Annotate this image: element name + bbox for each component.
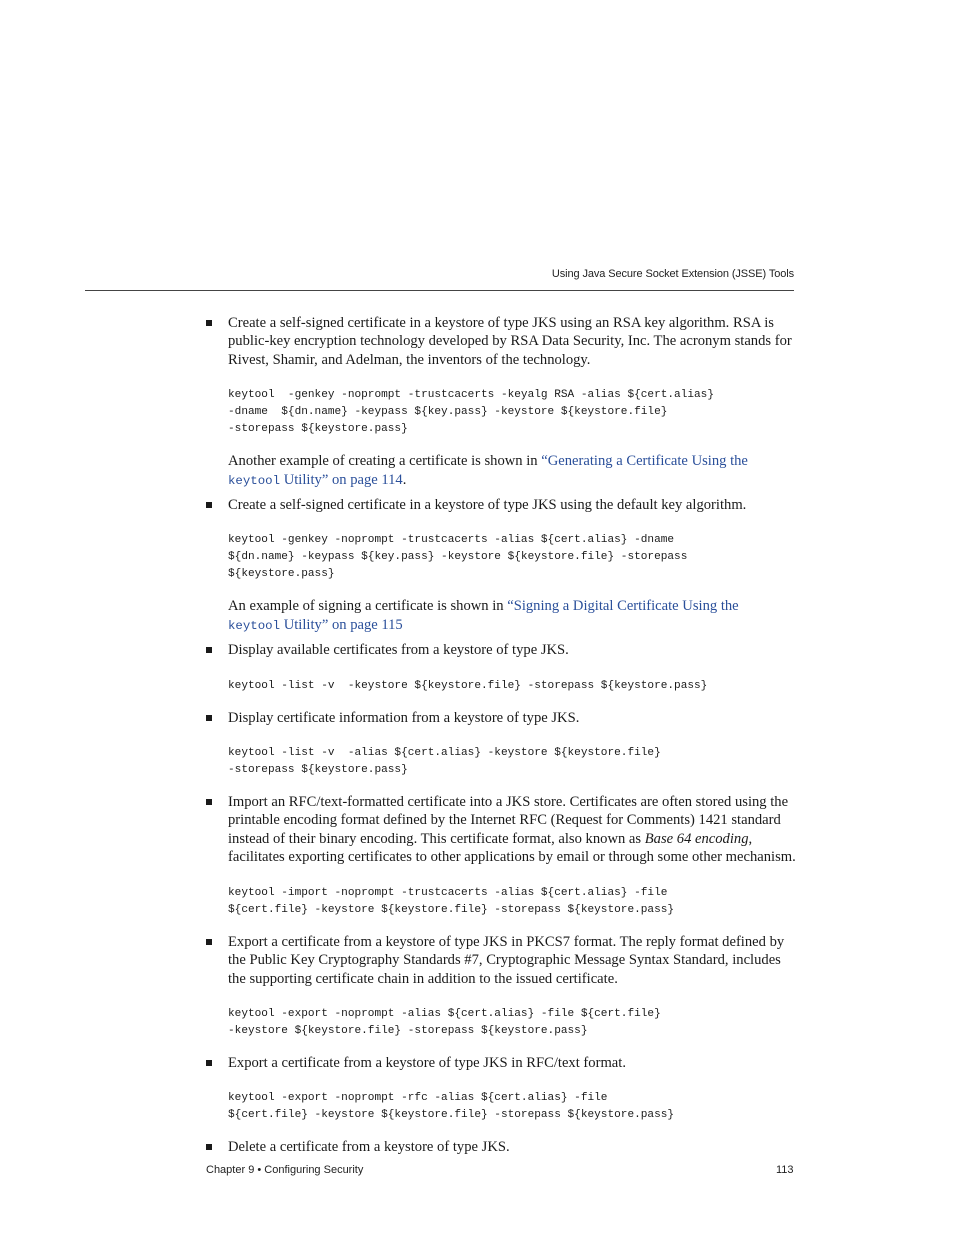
bullet-square-icon bbox=[206, 1144, 212, 1150]
code-block: keytool -list -v -alias ${cert.alias} -keystore ${keystore.file} -storepass ${keystore.pass} bbox=[228, 747, 661, 777]
list-item bbox=[206, 496, 796, 514]
bullet-square-icon bbox=[206, 320, 212, 326]
list-item-text: Create a self-signed certificate in a keystore of type JKS using the default key algorithm. bbox=[228, 497, 747, 514]
bullet-square-icon bbox=[206, 799, 212, 805]
list-item bbox=[206, 1138, 796, 1156]
list-item bbox=[206, 793, 796, 867]
list-item-text: Delete a certificate from a keystore of type JKS. bbox=[228, 1139, 510, 1156]
list-item-text: Display available certificates from a keystore of type JKS. bbox=[228, 642, 569, 659]
code-block: keytool -genkey -noprompt -trustcacerts -keyalg RSA -alias ${cert.alias} -dname ${dn.name} -keypass ${key.pass} -keystore ${keystore.file} -storepass ${keystore.pass} bbox=[228, 389, 714, 436]
code-block: keytool -export -noprompt -alias ${cert.alias} -file ${cert.file} -keystore ${keystore.file} -storepass ${keystore.pass} bbox=[228, 1007, 661, 1037]
bullet-square-icon bbox=[206, 939, 212, 945]
cross-reference-note: An example of signing a certificate is shown in “Signing a Digital Certificate Using the keytool Utility” on page 115 bbox=[228, 598, 739, 633]
list-item bbox=[206, 709, 796, 727]
list-item bbox=[206, 641, 796, 659]
list-item-text: Display certificate information from a keystore of type JKS. bbox=[228, 709, 580, 726]
cross-reference-link[interactable]: “Signing a Digital Certificate Using the keytool Utility” on page 115 bbox=[228, 598, 739, 633]
list-item-text: Import an RFC/text-formatted certificate into a JKS store. Certificates are often stored using the printable encoding format defined by the Internet RFC (Request for Comments) 1421 standard instead of their binary encoding. This certificate format, also known as Base 64 encoding, facilitates exporting certificates to other applications by email or through some other mechanism. bbox=[228, 794, 796, 866]
bullet-square-icon bbox=[206, 715, 212, 721]
code-block: keytool -genkey -noprompt -trustcacerts -alias ${cert.alias} -dname ${dn.name} -keypass ${key.pass} -keystore ${keystore.file} -storepass ${keystore.pass} bbox=[228, 534, 688, 581]
bullet-square-icon bbox=[206, 502, 212, 508]
footer-chapter: Chapter 9 • Configuring Security bbox=[206, 1164, 364, 1176]
list-item bbox=[206, 314, 796, 369]
emphasis: Base 64 encoding bbox=[644, 830, 749, 847]
cross-reference-link[interactable]: “Generating a Certificate Using the keytool Utility” on page 114 bbox=[228, 453, 748, 488]
list-item-text: Create a self-signed certificate in a keystore of type JKS using an RSA key algorithm. RSA is public-key encryption technology developed by RSA Data Security, Inc. The acronym stands for Rivest, Shamir, and Adelman, the inventors of the technology. bbox=[228, 315, 792, 368]
list-item-text: Export a certificate from a keystore of type JKS in RFC/text format. bbox=[228, 1054, 626, 1071]
code-block: keytool -import -noprompt -trustcacerts -alias ${cert.alias} -file ${cert.file} -keystore ${keystore.file} -storepass ${keystore.pass} bbox=[228, 886, 675, 916]
list-item-text: Export a certificate from a keystore of type JKS in PKCS7 format. The reply format defined by the Public Key Cryptography Standards #7, Cryptographic Message Syntax Standard, includes the supporting certificate chain in addition to the issued certificate. bbox=[228, 933, 785, 987]
list-item bbox=[206, 933, 796, 988]
running-header: Using Java Secure Socket Extension (JSSE) Tools bbox=[551, 268, 794, 280]
page-number: 113 bbox=[776, 1164, 794, 1176]
cross-reference-note: Another example of creating a certificate is shown in “Generating a Certificate Using the keytool Utility” on page 114. bbox=[228, 453, 748, 488]
page-content bbox=[206, 314, 796, 1157]
list-item bbox=[206, 1054, 796, 1072]
bullet-square-icon bbox=[206, 647, 212, 653]
header-rule bbox=[85, 290, 794, 291]
code-block: keytool -export -noprompt -rfc -alias ${cert.alias} -file ${cert.file} -keystore ${keystore.file} -storepass ${keystore.pass} bbox=[228, 1092, 675, 1122]
code-block: keytool -list -v -keystore ${keystore.file} -storepass ${keystore.pass} bbox=[228, 679, 708, 692]
bullet-square-icon bbox=[206, 1060, 212, 1066]
footer-separator: • bbox=[257, 1164, 262, 1176]
